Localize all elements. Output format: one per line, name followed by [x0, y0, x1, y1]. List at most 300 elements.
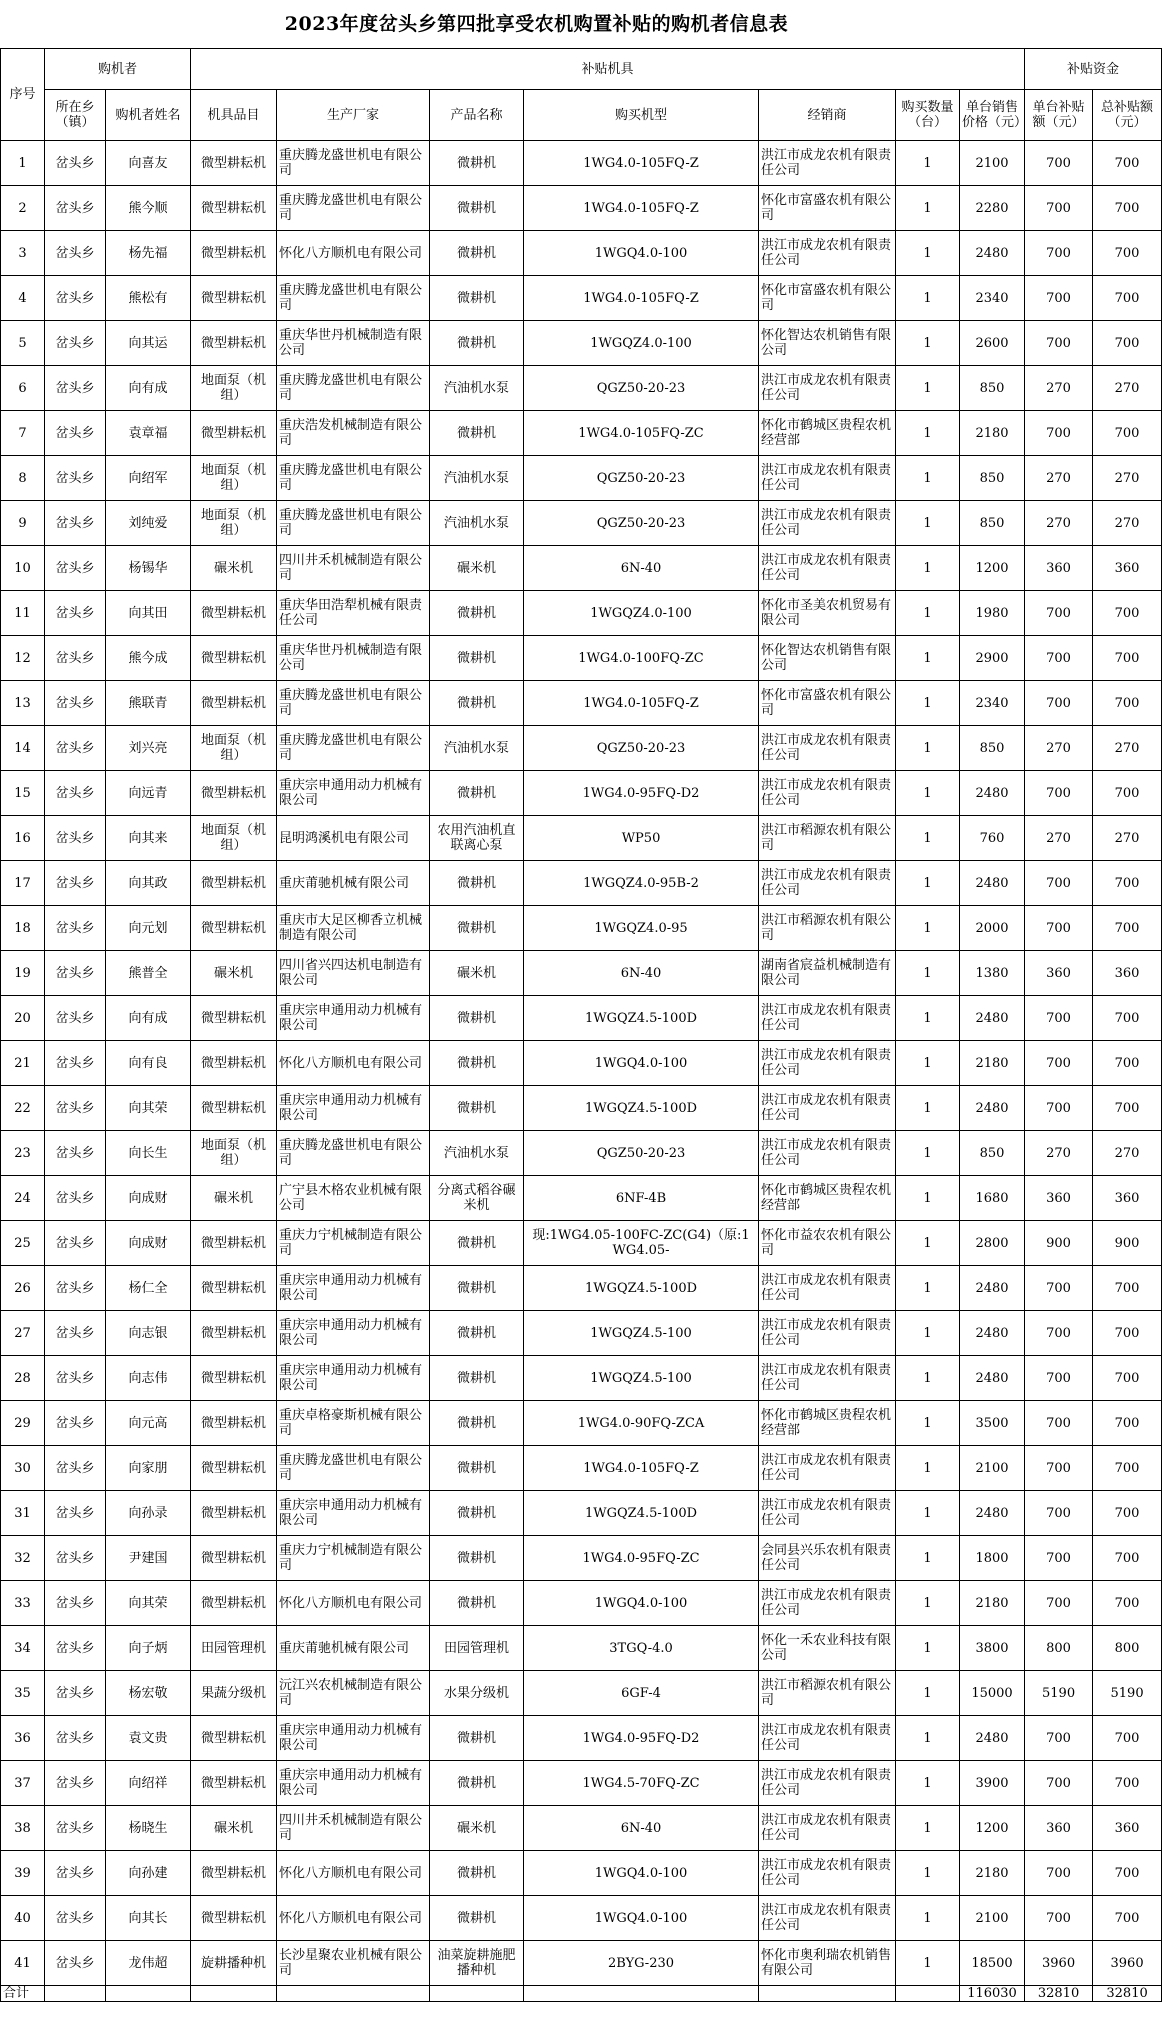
- cell-item-category-text: 地面泵（机组）: [201, 733, 267, 763]
- cell-product-name: [430, 501, 524, 546]
- cell-township: [45, 456, 106, 501]
- cell-product-name-text: 油菜旋耕施肥播种机: [437, 1948, 516, 1978]
- cell-model-text: 1WG4.5-70FQ-ZC: [582, 1775, 700, 1791]
- cell-product-name: [430, 1131, 524, 1176]
- cell-manufacturer: [277, 1851, 430, 1896]
- cell-seq-text: 37: [14, 1775, 31, 1791]
- cell-total-subsidy: [1093, 1356, 1162, 1401]
- cell-model-text: 1WGQZ4.5-100: [590, 1370, 692, 1386]
- cell-product-name: [430, 996, 524, 1041]
- cell-dealer: [759, 186, 896, 231]
- cell-quantity-text: 1: [923, 695, 932, 711]
- cell-model: [524, 1446, 759, 1491]
- total-empty-cell: [759, 1986, 896, 2002]
- cell-township: [45, 1086, 106, 1131]
- cell-unit-subsidy: [1025, 1311, 1093, 1356]
- cell-dealer-text: 洪江市成龙农机有限责任公司: [761, 1453, 892, 1483]
- cell-buyer-name-text: 杨晓生: [128, 1820, 168, 1836]
- cell-item-category: [191, 771, 277, 816]
- cell-item-category-text: 碾米机: [214, 1190, 254, 1206]
- cell-dealer-text: 洪江市成龙农机有限责任公司: [761, 1093, 892, 1123]
- cell-manufacturer-text: 重庆腾龙盛世机电有限公司: [279, 463, 423, 493]
- cell-dealer: [759, 996, 896, 1041]
- cell-item-category-text: 微型耕耘机: [201, 1460, 267, 1476]
- cell-unit-subsidy-text: 700: [1046, 425, 1071, 441]
- cell-unit-price: [960, 1086, 1025, 1131]
- cell-seq: [1, 141, 45, 186]
- cell-total-subsidy-text: 700: [1114, 650, 1140, 666]
- cell-manufacturer-text: 重庆力宁机械制造有限公司: [279, 1228, 423, 1258]
- cell-item-category-text: 微型耕耘机: [201, 1010, 267, 1026]
- cell-dealer: [759, 1131, 896, 1176]
- cell-quantity-text: 1: [923, 1190, 932, 1206]
- cell-dealer: [759, 1716, 896, 1761]
- cell-township-text: 岔头乡: [55, 1415, 95, 1431]
- cell-quantity-text: 1: [923, 1370, 932, 1386]
- cell-model-text: 1WGQZ4.5-100D: [585, 1100, 698, 1116]
- cell-quantity: [896, 1806, 960, 1851]
- table-row: [1, 1626, 1162, 1671]
- cell-unit-subsidy-text: 800: [1046, 1640, 1071, 1656]
- cell-manufacturer: [277, 1041, 430, 1086]
- cell-buyer-name-text: 向孙建: [128, 1865, 168, 1881]
- cell-product-name: [430, 861, 524, 906]
- cell-total-subsidy: [1093, 141, 1162, 186]
- cell-total-subsidy: [1093, 1806, 1162, 1851]
- table-row: [1, 231, 1162, 276]
- cell-unit-subsidy-text: 700: [1046, 605, 1071, 621]
- cell-township-text: 岔头乡: [55, 335, 95, 351]
- cell-seq: [1, 726, 45, 771]
- cell-product-name-text: 微耕机: [457, 875, 497, 891]
- cell-model: [524, 456, 759, 501]
- header-seq: 序号: [1, 49, 45, 141]
- cell-manufacturer-text: 重庆宗申通用动力机械有限公司: [279, 1768, 423, 1798]
- cell-unit-price-text: 18500: [971, 1955, 1013, 1971]
- cell-model-text: 6GF-4: [621, 1685, 661, 1701]
- cell-quantity: [896, 1086, 960, 1131]
- cell-total-subsidy-text: 700: [1114, 1280, 1140, 1296]
- cell-buyer-name-text: 熊松有: [128, 290, 168, 306]
- cell-item-category: [191, 816, 277, 861]
- cell-quantity-text: 1: [923, 425, 932, 441]
- cell-unit-subsidy-text: 700: [1046, 1865, 1071, 1881]
- cell-product-name-text: 微耕机: [457, 1910, 497, 1926]
- cell-product-name: [430, 1581, 524, 1626]
- cell-item-category: [191, 1446, 277, 1491]
- cell-township: [45, 1311, 106, 1356]
- cell-buyer-name-text: 袁文贵: [128, 1730, 168, 1746]
- cell-total-subsidy: [1093, 366, 1162, 411]
- cell-buyer-name: [106, 1311, 191, 1356]
- cell-seq-text: 21: [14, 1055, 31, 1071]
- cell-product-name-text: 微耕机: [457, 335, 497, 351]
- cell-dealer-text: 怀化智达农机销售有限公司: [761, 328, 892, 358]
- cell-unit-price-text: 2480: [975, 1280, 1009, 1296]
- cell-item-category-text: 碾米机: [214, 1820, 254, 1836]
- cell-item-category: [191, 591, 277, 636]
- total-empty-cell: [277, 1986, 430, 2002]
- cell-manufacturer: [277, 636, 430, 681]
- cell-seq-text: 24: [14, 1190, 31, 1206]
- cell-dealer: [759, 1491, 896, 1536]
- cell-item-category: [191, 636, 277, 681]
- cell-product-name: [430, 1176, 524, 1221]
- cell-quantity: [896, 1401, 960, 1446]
- table-row: [1, 186, 1162, 231]
- cell-item-category: [191, 411, 277, 456]
- cell-product-name-text: 微耕机: [457, 425, 497, 441]
- cell-unit-subsidy-text: 5190: [1042, 1685, 1076, 1701]
- cell-manufacturer-text: 重庆腾龙盛世机电有限公司: [279, 148, 423, 178]
- cell-manufacturer: [277, 456, 430, 501]
- cell-model-text: 1WGQZ4.0-100: [590, 335, 692, 351]
- cell-item-category-text: 微型耕耘机: [201, 1505, 267, 1521]
- cell-township: [45, 1131, 106, 1176]
- cell-unit-subsidy-text: 270: [1046, 380, 1071, 396]
- cell-township-text: 岔头乡: [55, 425, 95, 441]
- cell-total-subsidy: [1093, 1941, 1162, 1986]
- cell-seq: [1, 816, 45, 861]
- cell-total-subsidy-text: 360: [1114, 1190, 1140, 1206]
- cell-township-text: 岔头乡: [55, 1820, 95, 1836]
- cell-quantity-text: 1: [923, 1100, 932, 1116]
- table-row: [1, 996, 1162, 1041]
- cell-quantity-text: 1: [923, 1055, 932, 1071]
- cell-unit-subsidy: [1025, 1941, 1093, 1986]
- cell-dealer-text: 洪江市成龙农机有限责任公司: [761, 238, 892, 268]
- table-row: [1, 1671, 1162, 1716]
- cell-manufacturer: [277, 501, 430, 546]
- cell-dealer-text: 怀化市奥利瑞农机销售有限公司: [761, 1948, 892, 1978]
- cell-total-subsidy-text: 270: [1114, 830, 1140, 846]
- cell-dealer: [759, 411, 896, 456]
- cell-unit-price: [960, 1536, 1025, 1581]
- cell-dealer-text: 湖南省宸益机械制造有限公司: [761, 958, 892, 988]
- cell-item-category: [191, 1041, 277, 1086]
- cell-seq: [1, 1851, 45, 1896]
- cell-unit-price-text: 2480: [975, 875, 1009, 891]
- cell-unit-price: [960, 366, 1025, 411]
- table-row: [1, 1761, 1162, 1806]
- cell-total-subsidy-text: 700: [1114, 245, 1140, 261]
- cell-township: [45, 1491, 106, 1536]
- cell-manufacturer: [277, 1446, 430, 1491]
- cell-item-category-text: 田园管理机: [201, 1640, 267, 1656]
- cell-township: [45, 1221, 106, 1266]
- cell-product-name-text: 微耕机: [457, 1775, 497, 1791]
- cell-buyer-name: [106, 726, 191, 771]
- cell-model-text: QGZ50-20-23: [596, 380, 686, 396]
- cell-township-text: 岔头乡: [55, 740, 95, 756]
- cell-buyer-name: [106, 186, 191, 231]
- cell-manufacturer: [277, 996, 430, 1041]
- cell-seq: [1, 411, 45, 456]
- cell-model: [524, 951, 759, 996]
- cell-unit-price: [960, 1131, 1025, 1176]
- cell-total-subsidy: [1093, 816, 1162, 861]
- cell-unit-subsidy-text: 700: [1046, 1460, 1071, 1476]
- cell-item-category: [191, 1311, 277, 1356]
- cell-item-category-text: 地面泵（机组）: [201, 508, 267, 538]
- cell-dealer: [759, 1581, 896, 1626]
- cell-unit-subsidy: [1025, 906, 1093, 951]
- cell-quantity-text: 1: [923, 155, 932, 171]
- cell-product-name: [430, 1626, 524, 1671]
- cell-total-subsidy-text: 700: [1114, 1415, 1140, 1431]
- cell-total-subsidy: [1093, 1851, 1162, 1896]
- cell-unit-subsidy: [1025, 1671, 1093, 1716]
- cell-unit-price-text: 850: [979, 1145, 1005, 1161]
- cell-dealer-text: 洪江市成龙农机有限责任公司: [761, 373, 892, 403]
- cell-item-category-text: 微型耕耘机: [201, 1415, 267, 1431]
- cell-seq-text: 7: [18, 425, 27, 441]
- cell-dealer-text: 怀化一禾农业科技有限公司: [761, 1633, 892, 1663]
- cell-unit-price: [960, 1851, 1025, 1896]
- cell-total-subsidy: [1093, 411, 1162, 456]
- cell-quantity-text: 1: [923, 380, 932, 396]
- cell-unit-price-text: 2480: [975, 1100, 1009, 1116]
- cell-manufacturer-text: 重庆力宁机械制造有限公司: [279, 1543, 423, 1573]
- cell-item-category: [191, 1581, 277, 1626]
- table-row: [1, 1896, 1162, 1941]
- cell-seq: [1, 861, 45, 906]
- cell-total-subsidy: [1093, 996, 1162, 1041]
- cell-quantity-text: 1: [923, 1865, 932, 1881]
- table-row: [1, 591, 1162, 636]
- cell-item-category: [191, 1131, 277, 1176]
- cell-product-name-text: 微耕机: [457, 1280, 497, 1296]
- cell-manufacturer: [277, 546, 430, 591]
- header-fund-group: 补贴资金: [1025, 49, 1162, 90]
- cell-unit-price-text: 2480: [975, 1010, 1009, 1026]
- cell-item-category: [191, 1716, 277, 1761]
- cell-buyer-name: [106, 1851, 191, 1896]
- cell-total-subsidy: [1093, 1086, 1162, 1131]
- cell-model: [524, 1536, 759, 1581]
- buyer-info-table: [0, 48, 1162, 2002]
- cell-model: [524, 1311, 759, 1356]
- cell-unit-subsidy-text: 270: [1046, 740, 1071, 756]
- cell-unit-subsidy-text: 700: [1046, 1910, 1071, 1926]
- cell-total-subsidy-text: 700: [1114, 155, 1140, 171]
- cell-township: [45, 1941, 106, 1986]
- cell-unit-price: [960, 456, 1025, 501]
- cell-manufacturer-text: 重庆宗申通用动力机械有限公司: [279, 1363, 423, 1393]
- cell-total-subsidy: [1093, 1671, 1162, 1716]
- cell-item-category: [191, 1266, 277, 1311]
- cell-manufacturer: [277, 726, 430, 771]
- cell-seq-text: 6: [18, 380, 27, 396]
- cell-manufacturer-text: 昆明鸿溪机电有限公司: [279, 830, 410, 846]
- cell-total-subsidy-text: 360: [1114, 965, 1140, 981]
- cell-total-subsidy-text: 3960: [1110, 1955, 1144, 1971]
- cell-total-subsidy-text: 700: [1114, 335, 1140, 351]
- cell-unit-subsidy-text: 700: [1046, 1370, 1071, 1386]
- cell-seq: [1, 1536, 45, 1581]
- cell-model-text: QGZ50-20-23: [596, 740, 686, 756]
- cell-model-text: 1WGQZ4.5-100D: [585, 1505, 698, 1521]
- cell-product-name-text: 田园管理机: [444, 1640, 510, 1656]
- cell-dealer: [759, 501, 896, 546]
- cell-unit-subsidy: [1025, 1041, 1093, 1086]
- cell-model-text: 6NF-4B: [615, 1190, 667, 1206]
- cell-item-category-text: 微型耕耘机: [201, 1235, 267, 1251]
- cell-unit-subsidy-text: 270: [1046, 1145, 1071, 1161]
- cell-dealer-text: 洪江市成龙农机有限责任公司: [761, 778, 892, 808]
- cell-township: [45, 996, 106, 1041]
- cell-product-name-text: 微耕机: [457, 1460, 497, 1476]
- header-unit-subsidy: 单台补贴额（元）: [1025, 90, 1093, 141]
- cell-model-text: 1WG4.0-105FQ-Z: [583, 1460, 699, 1476]
- cell-seq-text: 23: [14, 1145, 31, 1161]
- cell-dealer: [759, 231, 896, 276]
- table-row: [1, 1221, 1162, 1266]
- cell-manufacturer-text: 重庆腾龙盛世机电有限公司: [279, 688, 423, 718]
- cell-buyer-name-text: 向有成: [128, 380, 168, 396]
- cell-township-text: 岔头乡: [55, 605, 95, 621]
- cell-manufacturer-text: 四川井禾机械制造有限公司: [279, 553, 423, 583]
- cell-manufacturer-text: 重庆卓格豪斯机械有限公司: [279, 1408, 423, 1438]
- cell-dealer-text: 洪江市成龙农机有限责任公司: [761, 1318, 892, 1348]
- cell-quantity: [896, 1176, 960, 1221]
- cell-buyer-name: [106, 1671, 191, 1716]
- cell-total-subsidy-text: 700: [1114, 1865, 1140, 1881]
- cell-manufacturer: [277, 1716, 430, 1761]
- header-manufacturer: 生产厂家: [277, 90, 430, 141]
- cell-product-name-text: 分离式稻谷碾米机: [437, 1183, 516, 1213]
- cell-unit-subsidy: [1025, 366, 1093, 411]
- cell-model: [524, 816, 759, 861]
- table-row: [1, 321, 1162, 366]
- cell-item-category: [191, 1896, 277, 1941]
- cell-unit-price-text: 2340: [975, 290, 1009, 306]
- cell-unit-price-text: 2000: [975, 920, 1009, 936]
- cell-item-category: [191, 276, 277, 321]
- cell-buyer-name: [106, 906, 191, 951]
- cell-product-name-text: 微耕机: [457, 785, 497, 801]
- cell-model: [524, 366, 759, 411]
- cell-manufacturer-text: 重庆腾龙盛世机电有限公司: [279, 1453, 423, 1483]
- cell-seq-text: 13: [14, 695, 31, 711]
- cell-model: [524, 906, 759, 951]
- cell-unit-subsidy-text: 700: [1046, 1325, 1071, 1341]
- cell-unit-subsidy: [1025, 1491, 1093, 1536]
- cell-quantity: [896, 726, 960, 771]
- cell-township: [45, 321, 106, 366]
- cell-product-name: [430, 1536, 524, 1581]
- cell-unit-price: [960, 906, 1025, 951]
- cell-unit-subsidy: [1025, 276, 1093, 321]
- cell-item-category: [191, 906, 277, 951]
- cell-product-name-text: 碾米机: [457, 560, 497, 576]
- cell-unit-price: [960, 1941, 1025, 1986]
- cell-quantity-text: 1: [923, 470, 932, 486]
- cell-unit-subsidy: [1025, 546, 1093, 591]
- cell-manufacturer: [277, 186, 430, 231]
- cell-buyer-name-text: 向元划: [128, 920, 168, 936]
- cell-quantity: [896, 591, 960, 636]
- cell-buyer-name: [106, 771, 191, 816]
- cell-buyer-name: [106, 1491, 191, 1536]
- cell-manufacturer: [277, 1176, 430, 1221]
- cell-seq: [1, 1311, 45, 1356]
- cell-seq-text: 2: [18, 200, 27, 216]
- cell-manufacturer-text: 重庆宗申通用动力机械有限公司: [279, 1003, 423, 1033]
- cell-quantity-text: 1: [923, 1820, 932, 1836]
- cell-township: [45, 1716, 106, 1761]
- cell-unit-price-text: 1980: [975, 605, 1009, 621]
- cell-seq: [1, 1941, 45, 1986]
- cell-township: [45, 906, 106, 951]
- cell-seq: [1, 996, 45, 1041]
- cell-manufacturer-text: 重庆浩发机械制造有限公司: [279, 418, 423, 448]
- cell-unit-subsidy: [1025, 816, 1093, 861]
- cell-total-subsidy: [1093, 681, 1162, 726]
- cell-unit-price: [960, 816, 1025, 861]
- cell-township-text: 岔头乡: [55, 1280, 95, 1296]
- cell-product-name: [430, 411, 524, 456]
- cell-township: [45, 231, 106, 276]
- table-row: [1, 906, 1162, 951]
- cell-item-category-text: 微型耕耘机: [201, 1100, 267, 1116]
- cell-dealer-text: 洪江市稻源农机有限公司: [761, 823, 892, 853]
- cell-unit-subsidy: [1025, 1131, 1093, 1176]
- cell-dealer-text: 洪江市成龙农机有限责任公司: [761, 508, 892, 538]
- table-row: [1, 681, 1162, 726]
- cell-seq: [1, 1086, 45, 1131]
- cell-product-name-text: 汽油机水泵: [444, 515, 510, 531]
- cell-model-text: 1WG4.0-105FQ-Z: [583, 155, 699, 171]
- cell-model-text: 1WGQ4.0-100: [594, 245, 688, 261]
- table-row: [1, 1941, 1162, 1986]
- cell-product-name: [430, 1086, 524, 1131]
- cell-seq-text: 1: [18, 155, 27, 171]
- cell-product-name: [430, 1266, 524, 1311]
- cell-product-name-text: 微耕机: [457, 920, 497, 936]
- cell-manufacturer-text: 重庆宗申通用动力机械有限公司: [279, 1498, 423, 1528]
- table-row: [1, 1491, 1162, 1536]
- cell-quantity-text: 1: [923, 1145, 932, 1161]
- cell-item-category-text: 微型耕耘机: [201, 1910, 267, 1926]
- cell-product-name-text: 微耕机: [457, 1865, 497, 1881]
- cell-buyer-name-text: 熊今顺: [128, 200, 168, 216]
- cell-manufacturer: [277, 771, 430, 816]
- cell-model: [524, 996, 759, 1041]
- cell-unit-subsidy: [1025, 996, 1093, 1041]
- cell-product-name-text: 微耕机: [457, 1415, 497, 1431]
- cell-model-text: 1WGQZ4.5-100: [590, 1325, 692, 1341]
- cell-seq: [1, 636, 45, 681]
- cell-buyer-name: [106, 276, 191, 321]
- cell-dealer-text: 洪江市成龙农机有限责任公司: [761, 1363, 892, 1393]
- table-row: [1, 951, 1162, 996]
- cell-total-subsidy: [1093, 1491, 1162, 1536]
- cell-unit-price-text: 2480: [975, 1325, 1009, 1341]
- cell-township-text: 岔头乡: [55, 1550, 95, 1566]
- cell-model-text: 1WG4.0-95FQ-ZC: [582, 1550, 700, 1566]
- cell-seq: [1, 1716, 45, 1761]
- cell-dealer: [759, 1176, 896, 1221]
- cell-unit-price: [960, 636, 1025, 681]
- cell-model-text: 3TGQ-4.0: [609, 1640, 673, 1656]
- cell-seq: [1, 501, 45, 546]
- cell-product-name: [430, 1491, 524, 1536]
- cell-manufacturer: [277, 411, 430, 456]
- cell-unit-subsidy-text: 700: [1046, 650, 1071, 666]
- cell-unit-subsidy: [1025, 1356, 1093, 1401]
- cell-item-category: [191, 456, 277, 501]
